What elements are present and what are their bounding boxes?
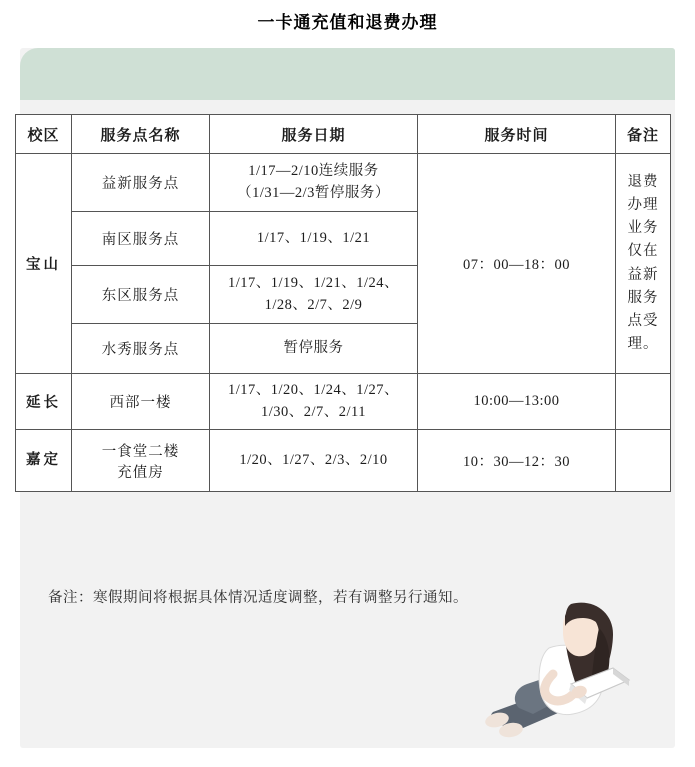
cell-point-jiading-line2: 充值房 — [117, 464, 164, 481]
cell-date-jiading-line1: 1/20、1/27、2/3、2/10 — [239, 451, 388, 468]
content-panel — [20, 48, 675, 748]
cell-point-nanqu: 南区服务点 — [72, 212, 210, 266]
cell-date-xibu — [210, 374, 418, 430]
cell-date-nanqu — [210, 212, 418, 266]
service-table-container — [15, 114, 670, 492]
cell-time-yanchang: 10:00—13:00 — [418, 374, 616, 430]
cell-time-baoshan: 07：00—18：00 — [418, 154, 616, 374]
cell-date-yixin — [210, 154, 418, 212]
table-header-row — [16, 115, 671, 154]
header-point: 服务点名称 — [72, 115, 210, 154]
header-time: 服务时间 — [418, 115, 616, 154]
cell-time-jiading: 10：30—12：30 — [418, 430, 616, 492]
footnote: 备注：寒假期间将根据具体情况适度调整，若有调整另行通知。 — [48, 590, 468, 606]
cell-point-jiading — [72, 430, 210, 492]
cell-date-shuixiu — [210, 324, 418, 374]
cell-note-jiading — [616, 430, 671, 492]
cell-date-nanqu-line1: 1/17、1/19、1/21 — [256, 229, 371, 246]
cell-campus-jiading — [16, 430, 72, 492]
cell-campus-baoshan: 宝山 — [16, 154, 72, 374]
cell-date-dongqu-line1: 1/17、1/19、1/21、1/24、 — [227, 274, 400, 291]
header-date: 服务日期 — [210, 115, 418, 154]
panel-top-decoration — [20, 48, 675, 100]
cell-point-xibu: 西部一楼 — [72, 374, 210, 430]
table-row — [16, 430, 671, 492]
cell-date-jiading — [210, 430, 418, 492]
cell-point-jiading-line1: 一食堂二楼 — [101, 443, 180, 460]
cell-point-dongqu: 东区服务点 — [72, 266, 210, 324]
cell-note-baoshan: 退费办理业务仅在益新服务点受理。 — [616, 154, 671, 374]
cell-date-shuixiu-line1: 暂停服务 — [283, 339, 344, 356]
cell-date-dongqu — [210, 266, 418, 324]
cell-date-yixin-line2: （1/31—2/3暂停服务） — [237, 184, 390, 201]
header-campus: 校区 — [16, 115, 72, 154]
cell-campus-yanchang: 延长 — [16, 374, 72, 430]
page-title: 一卡通充值和退费办理 — [257, 13, 438, 32]
cell-campus-jiading-text: 嘉定 — [26, 452, 61, 469]
cell-point-yixin: 益新服务点 — [72, 154, 210, 212]
cell-date-xibu-line1: 1/17、1/20、1/24、1/27、 — [227, 381, 400, 398]
table-row — [16, 374, 671, 430]
cell-date-xibu-line2: 1/30、2/7、2/11 — [260, 403, 367, 420]
header-note: 备注 — [616, 115, 671, 154]
cell-date-dongqu-line2: 1/28、2/7、2/9 — [264, 296, 363, 313]
table-row — [16, 154, 671, 212]
cell-note-yanchang — [616, 374, 671, 430]
cell-point-shuixiu: 水秀服务点 — [72, 324, 210, 374]
service-table — [15, 114, 671, 492]
reading-person-illustration — [453, 588, 663, 748]
cell-date-yixin-line1: 1/17—2/10连续服务 — [248, 162, 379, 179]
